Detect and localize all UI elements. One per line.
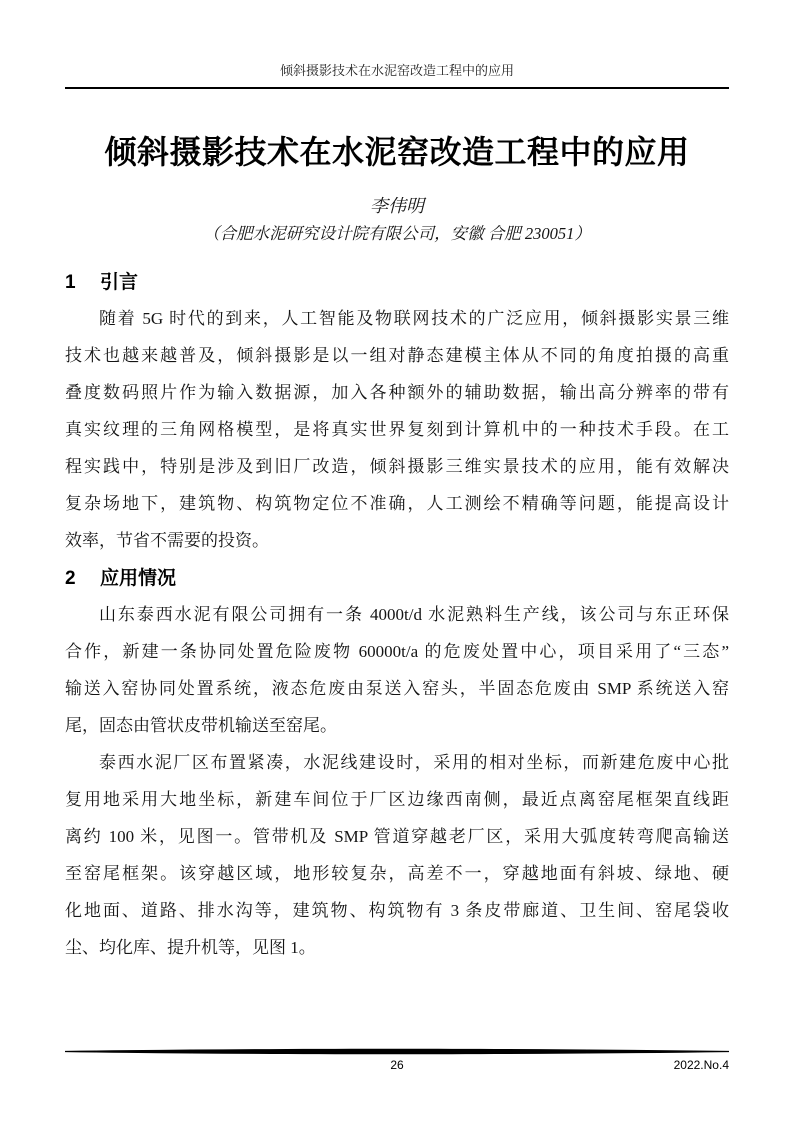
text-line: 合作，新建一条协同处置危险废物 60000t/a 的危废处置中心，项目采用了“三态” — [65, 642, 729, 661]
section-heading-introduction — [65, 266, 729, 300]
section-title: 应用情况 — [100, 568, 177, 589]
text-line: 泰西水泥厂区布置紧凑，水泥线建设时，采用的相对坐标，而新建危废中心批 — [99, 753, 729, 772]
text-line: 至窑尾框架。该穿越区域，地形较复杂，高差不一，穿越地面有斜坡、绿地、硬 — [65, 864, 729, 883]
text-line: 叠度数码照片作为输入数据源，加入各种额外的辅助数据，输出高分辨率的带有 — [65, 383, 729, 402]
footer-rule — [65, 1048, 729, 1055]
section-title: 引言 — [100, 272, 139, 293]
running-header — [65, 0, 729, 80]
running-header-text: 倾斜摄影技术在水泥窑改造工程中的应用 — [279, 63, 514, 78]
paragraph — [65, 744, 729, 966]
text-line: 复杂场地下，建筑物、构筑物定位不准确，人工测绘不精确等问题，能提高设计 — [65, 494, 729, 513]
paragraph — [65, 596, 729, 744]
text-line: 复用地采用大地坐标，新建车间位于厂区边缘西南侧，最近点离窑尾框架直线距 — [65, 790, 729, 809]
issue-number: 2022.No.4 — [673, 1058, 729, 1072]
text-line: 离约 100 米，见图一。管带机及 SMP 管道穿越老厂区，采用大弧度转弯爬高输送 — [65, 827, 729, 846]
text-line: 效率，节省不需要的投资。 — [65, 531, 269, 550]
author-name: 李伟明 — [370, 196, 424, 216]
page-number: 26 — [390, 1058, 404, 1072]
section-number: 1 — [65, 272, 76, 293]
text-line: 输送入窑协同处置系统，液态危废由泵送入窑头，半固态危废由 SMP 系统送入窑 — [65, 679, 729, 698]
text-line: 程实践中，特别是涉及到旧厂改造，倾斜摄影三维实景技术的应用，能有效解决 — [65, 457, 729, 476]
text-line: 随着 5G 时代的到来，人工智能及物联网技术的广泛应用，倾斜摄影实景三维 — [99, 309, 729, 328]
header-rule — [65, 87, 729, 89]
paper-title: 倾斜摄影技术在水泥窑改造工程中的应用 — [104, 134, 690, 170]
section-number: 2 — [65, 568, 76, 589]
text-line: 尘、均化库、提升机等，见图 1。 — [65, 938, 316, 957]
text-line: 技术也越来越普及，倾斜摄影是以一组对静态建模主体从不同的角度拍摄的高重 — [65, 346, 729, 365]
text-line: 尾，固态由管状皮带机输送至窑尾。 — [65, 716, 337, 735]
text-line: 真实纹理的三角网格模型，是将真实世界复刻到计算机中的一种技术手段。在工 — [65, 420, 729, 439]
text-line: 山东泰西水泥有限公司拥有一条 4000t/d 水泥熟料生产线，该公司与东正环保 — [99, 605, 729, 624]
affiliation: （合肥水泥研究设计院有限公司，安徽 合肥 230051） — [203, 224, 591, 243]
section-heading-application — [65, 562, 729, 596]
text-line: 化地面、道路、排水沟等，建筑物、构筑物有 3 条皮带廊道、卫生间、窑尾袋收 — [65, 901, 729, 920]
paragraph — [65, 300, 729, 559]
page-footer — [65, 1048, 729, 1074]
